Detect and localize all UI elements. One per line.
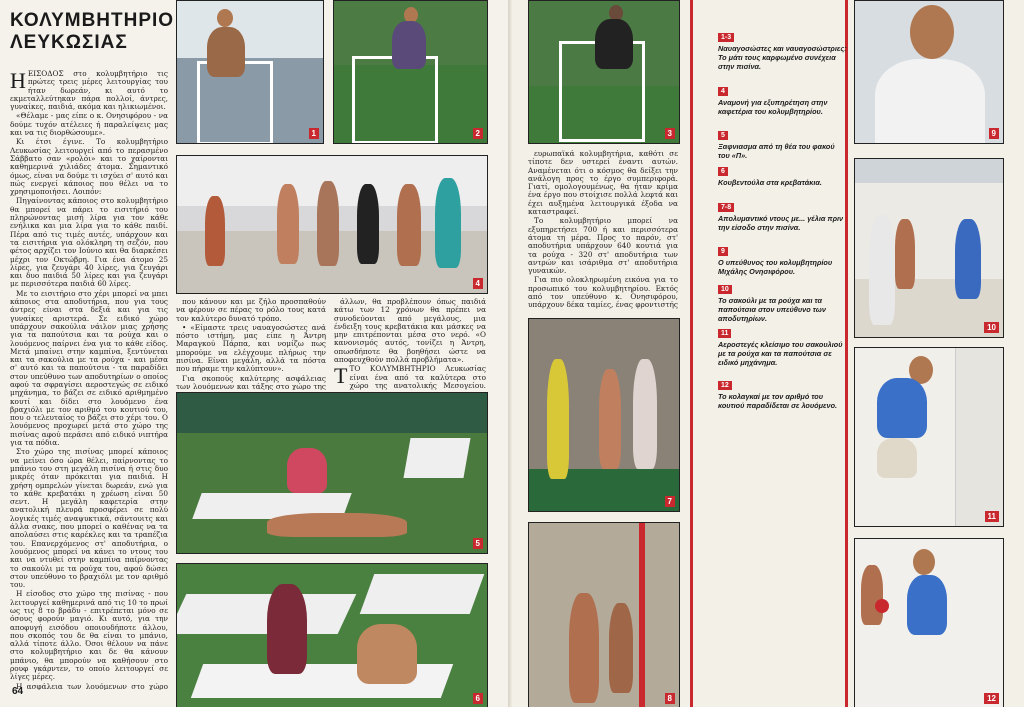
photo-shower-entrance: 8 — [528, 522, 680, 707]
article-column-2: που κάνουν και με ζήλο προσπαθούν να φέρουν σε πέρας το ρόλο τους κατά τον καλύτερο δυνατό τρόπο. • «Είμαστε τρεις ναυαγοσώστες ανά πόστο ιστήμη, μας είπε η Άντρη Μαραγκού Πάρπα, και νομίζω πως μπορούμε να ελέγχουμε πλήρως την πισίνα. Είναι μεγάλη, αλλά τα πόστα που πήραμε την καλύπτουν». Για σκοπούς καλύτερης ασφάλειας των λουόμενων και τάξης στο χώρο της — [176, 298, 326, 390]
caption-4: 4 Αναμονή για εξυπηρέτηση στην καφετέρια του κολυμβητηρίου. — [718, 88, 828, 116]
article-title: ΚΟΛΥΜΒΗΤΗΡΙΟ ΛΕΥΚΩΣΙΑΣ — [10, 10, 175, 53]
caption-7-8: 7-8 Απολυμαντικό ντους με... γέλια πριν την είσοδο στην πισίνα. — [718, 204, 844, 232]
photo-changing-room-counter: 10 — [854, 158, 1004, 338]
article-column-3: άλλων, θα προβλέπουν όπως παιδιά κάτω των 12 χρόνων θα πρέπει να συνοδεύονται από μεγάλους, μια ένδειξη τους κρεβατάκια και μάσκες να μην επιτρέπονται μέσα στο νερό. «Ο κανονισμός αυτός, τονίζει η Άντρη, οπωσδήποτε θα βοηθήσει ώστε να αποφευχθούν πολλά προβλήματα». TΤΟ ΚΟΛΥΜΒΗΤΗΡΙΟ Λευκωσίας είναι ένα από τα καλύτερα στο χώρο της ανατολικής Μεσογείου. — [334, 298, 486, 390]
caption-divider-left — [690, 0, 693, 707]
photo-sunbathers-1: 5 — [176, 392, 488, 554]
caption-12: 12 Το κολαγκαί με τον αριθμό του κουτιού παραδίδεται σε λουόμενο. — [718, 382, 838, 410]
photo-lifeguard-chair-3: 3 — [528, 0, 680, 144]
caption-9: 9 Ο υπεύθυνος του κολυμβητηρίου Μιχάλης Ονησιφόρου. — [718, 248, 833, 276]
photo-lifeguard-chair-2: 2 — [333, 0, 488, 144]
photo-cafeteria: 4 — [176, 155, 488, 294]
photo-manager-portrait: 9 — [854, 0, 1004, 144]
caption-1-3: 1-3 Ναυαγοσώστες και ναυαγοσώστριες: Το μάτι τους καρφωμένο συνέχεια στην πισίνα. — [718, 34, 847, 71]
photo-bag-sealing: 11 — [854, 347, 1004, 527]
photo-wristband-handover: 12 — [854, 538, 1004, 707]
article-column-4: ευρωπαϊκά κολυμβητήρια, καθότι σε τίποτε δεν υστερεί έναντι αυτών. Αναμένεται ότι ο κόσμος θα δείξει την ανάλογη προς το έργο συμπεριφορά. Γιατί, ομολογουμένως, θα ήταν κρίμα ένα έργο που στοίχισε πολλά λεφτά και έχει αυξημένα λειτουργικά έξοδα να καταστραφεί. Το κολυμβητήριο μπορεί να εξυπηρετήσει 700 ή και περισσότερα άτομα τη μέρα. Προς το παρόν, στ' αποδυτήρια υπάρχουν 640 κουτιά για τα ρούχα - 320 στ' αποδυτήρια των αντρών και ισάριθμα στ' αποδυτήρια γυναικών. Για πιο ολοκληρωμένη εικόνα για το προσωπικό του κολυμβητηρίου. Εκτός από τον υπεύθυνο κ. Ονησιφόρου, υπάρχουν δέκα ταμίες, ένας φροντιστής — [528, 150, 678, 310]
photo-shower-laughs: 7 — [528, 318, 680, 512]
page-number: 64 — [12, 686, 24, 697]
photo-lifeguard-chair-1: 1 — [176, 0, 324, 144]
article-column-1: HΕΙΣΟΔΟΣ στο κολυμβητήριο τις πρώτες τρεις μέρες λειτουργίας του ήταν δωρεάν, κι αυτό το εκμεταλλεύτηκαν πάρα πολλοί, άντρες, γυναίκες, παιδιά, ακόμα και ηλικιωμένοι. «Θέλαμε - μας είπε ο κ. Ονησιφόρου - να δούμε τυχόν ατέλειες ή παραλείψεις μας και να τις διορθώσουμε». Κι έτσι έγινε. Το κολυμβητήριο Λευκωσίας λειτουργεί από το περασμένο Σάββατο σαν «ρολόι» και το χαίρονται καθημερινά χιλιάδες άτομα. Σημαντικό όμως, είναι να δούμε τι ισχύει σ' αυτό και πώς ενεργεί κάποιος που θέλει να το χρησιμοποιήσει. Λοιπόν: Πηγαίνοντας κάποιος στο κολυμβητήριο θα μπορεί να πάρει το εισιτήριό του πληρώνοντας μισή λίρα για τον κάθε ενήλικα και μια λίρα για το κάθε παιδί. Πέρα από τις τιμές αυτές, υπάρχουν και τα εισιτήρια για ολόκληρη τη σεζόν, που φέτος αρχίζει τον Ιούνιο και θα διαρκέσει μέχρι τον Οκτώβρη. Για ένα άτομο 25 λίρες, για ζευγάρι 40 λίρες, για ζευγάρι και δυο παιδιά 50 λίρες και για ζευγάρι με περισσότερα παιδιά 60 λίρες. Με το εισιτήριο στο χέρι μπορεί να μπει κάποιος στα αποδυτήρια, που για τους άντρες είναι στα δεξιά και για τις γυναίκες αριστερά. Σε ειδικό χώρο υπάρχουν σακούλια νάιλον μιας χρήσης για τα παπούτσια και τα ρούχα και ο λουόμενος παίρνει ένα για το κάθε είδος. Μετά μπαίνει στην καμπίνα, ξεντύνεται και τα σακούλια με τα ρούχα - και μέσα σ' αυτό και τα παπούτσια - τα παραδίδει στον υπεύθυνο των αποδυτηρίων ο οποίος αφού τα σφραγίσει αεροστεγώς σε ειδικό μηχάνημα, το βάζει σε ειδικό αριθμημένο κουτί και δίδει στο λουόμενο ένα βραχιόλι με τον αριθμό του κουτιού του, που ο τελευταίος το βάζει στο χέρι του. Ο λουόμενος προχωρεί μετά στο χώρο της πισίνας αφού περάσει από ειδικό νιπτήρα για τα πόδια. Στο χώρο της πισίνας μπορεί κάποιος να μείνει όσο ώρα θέλει, παίρνοντας το μπάνιο του στη μεγάλη πισίνα ή στις δυο μικρές όταν πρόκειται για παιδιά. Η χρήση ομπρελών γίνεται δωρεάν, ενώ για το κάθε κρεβατάκι η χρέωση είναι 50 σεντ. Η μεγάλη καφετερία στην ανατολική πλευρά προσφέρει σε πολύ λογικές τιμές αναψυκτικά, σάντουιτς και άλλα σνακς, που μπορεί ο καθένας να τα απολαύσει στις καρέκλες και τα τραπέζια του. Επανερχόμενος στ' αποδυτήρια, ο λουόμενος μπορεί να κάνει το ντους του και να ντυθεί στην καμπίνα παίρνοντας το σακούλι με τα ρούχα του, αφού δώσει στον υπεύθυνο το βραχιόλι με τον αριθμό του. Η είσοδος στο χώρο της πισίνας - που λειτουργεί καθημερινά από τις 10 το πρωί ως τις 8 το βράδυ - επιτρέπεται μόνο σε όσους φορούν μαγιό. Κι αυτό, για την αποφυγή εισόδου οποιουδήποτε άλλου, που σκοπός του δε θα είναι το μπάνιο, αλλά τίποτε άλλο. Όσοι θέλουν να πάνε στο κολυμβητήριο και δε θα κάνουν μπάνιο, θα μπορούν να καθήσουν στο ρουφ γκάρντεν, το οποίο λειτουργεί σε λίγες μέρες. Η ασφάλεια των λουόμενων στο χώρο — [10, 70, 168, 690]
caption-10: 10 Το σακούλι με τα ρούχα και τα παπούτσια στον υπεύθυνο των αποδυτηρίων. — [718, 286, 826, 323]
caption-5: 5 Ξαφνιασμα από τη θέα του φακού του «Π». — [718, 132, 835, 160]
caption-6: 6 Κουβεντούλα στα κρεβατάκια. — [718, 168, 822, 187]
caption-11: 11 Αεροστεγές κλείσιμο του σακουλιού με τα ρούχα και τα παπούτσια σε ειδικό μηχάνημα. — [718, 330, 843, 367]
photo-sunbathers-2: 6 — [176, 563, 488, 707]
